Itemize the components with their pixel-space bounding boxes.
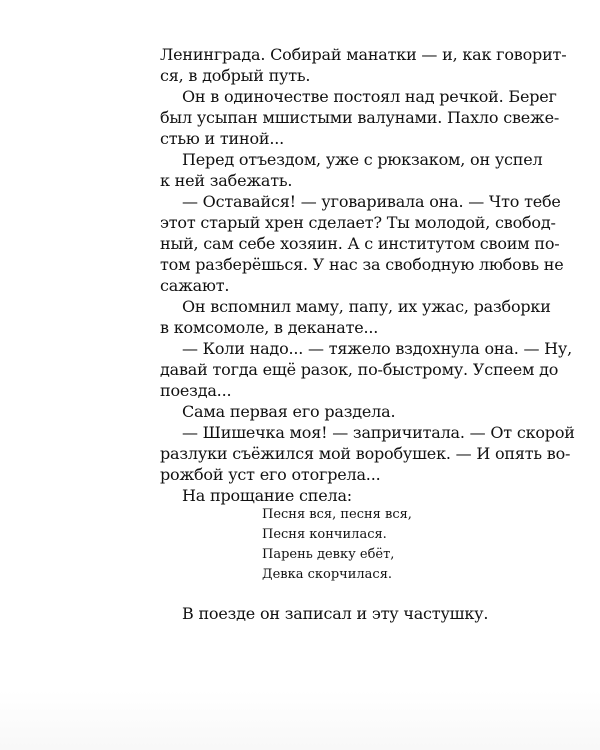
verse-line: Девка скорчилася. xyxy=(262,567,393,582)
page-edge-shadow xyxy=(0,690,600,750)
text-line: ный, сам себе хозяин. А с институтом своим по- xyxy=(160,234,560,253)
text-line: ся, в добрый путь. xyxy=(160,66,311,85)
text-line: — Оставайся! — уговаривала она. — Что тебе xyxy=(182,192,561,211)
verse-line: Песня кончилася. xyxy=(262,527,387,542)
text-line: разлуки съёжился мой воробушек. — И опять во- xyxy=(160,444,571,463)
verse-line: Песня вся, песня вся, xyxy=(262,507,412,522)
text-line: этот старый хрен сделает? Ты молодой, свобод- xyxy=(160,213,556,232)
text-line: — Коли надо... — тяжело вздохнула она. — Ну, xyxy=(182,339,573,358)
body-text xyxy=(160,44,575,506)
text-line: Сама первая его раздела. xyxy=(182,402,396,421)
text-line: — Шишечка моя! — запричитала. — От скорой xyxy=(182,423,575,442)
verse-block xyxy=(262,505,412,585)
text-line: к ней забежать. xyxy=(160,171,293,190)
text-line: был усыпан мшистыми валунами. Пахло свеже- xyxy=(160,108,560,127)
text-line: поезда... xyxy=(160,381,232,400)
text-line: Он в одиночестве постоял над речкой. Берег xyxy=(182,87,557,106)
text-line: Ленинграда. Собирай манатки — и, как говорит- xyxy=(160,45,567,64)
text-line: в комсомоле, в деканате... xyxy=(160,318,379,337)
text-line: Перед отъездом, уже с рюкзаком, он успел xyxy=(182,150,543,169)
text-line: рожбой уст его отогрела... xyxy=(160,465,381,484)
text-line: сажают. xyxy=(160,276,230,295)
text-line: том разберёшься. У нас за свободную любовь не xyxy=(160,255,564,274)
text-line: давай тогда ещё разок, по-быстрому. Успеем до xyxy=(160,360,559,379)
text-line: На прощание спела: xyxy=(182,486,353,505)
text-line: стью и тиной... xyxy=(160,129,285,148)
text-line: Он вспомнил маму, папу, их ужас, разборки xyxy=(182,297,551,316)
verse-line: Парень девку ебёт, xyxy=(262,547,395,562)
closing-line: В поезде он записал и эту частушку. xyxy=(182,604,489,623)
